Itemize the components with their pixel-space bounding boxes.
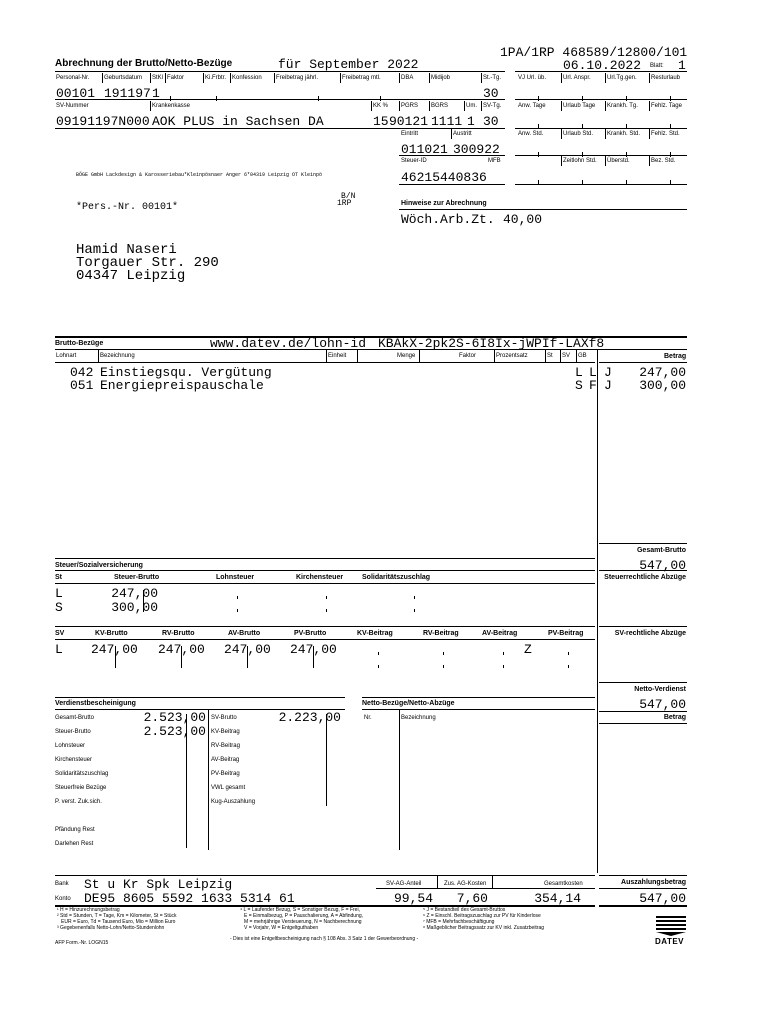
label-vwl: VWL gesamt bbox=[211, 785, 246, 791]
steuerrechtliche-abzuege: Steuerrechtliche Abzüge bbox=[604, 574, 686, 581]
col-kv-brutto: KV-Brutto bbox=[95, 630, 128, 637]
label-personal-nr: Personal-Nr. bbox=[56, 75, 90, 81]
steuer-right-rule bbox=[599, 570, 687, 571]
row-rule bbox=[55, 99, 505, 100]
decimal-mark bbox=[568, 665, 569, 668]
auszahlung-subrule bbox=[599, 888, 687, 889]
footnote-4b: E = Einmalbezug, P = Pauschalierung, A = Abfindung, bbox=[244, 913, 364, 919]
grid-line bbox=[605, 73, 606, 83]
grid-line bbox=[481, 101, 482, 111]
col-steuer-brutto: Steuer-Brutto bbox=[114, 574, 160, 581]
label-urlaub-std: Urlaub Std. bbox=[563, 131, 594, 137]
pers-nr-line: *Pers.-Nr. 00101* bbox=[76, 202, 179, 213]
header-ref: 1PA/1RP 468589/12800/101 bbox=[500, 45, 688, 60]
footnote-8: ⁸ Maßgeblicher Beitragssatz zur KV inkl. Zusatzbeitrag bbox=[423, 925, 545, 931]
bank-top-rule bbox=[55, 875, 595, 876]
col-st: St bbox=[55, 574, 62, 581]
label-soli: Solidaritätszuschlag bbox=[55, 771, 109, 777]
netto-verdienst: 547,00 bbox=[639, 697, 686, 712]
label-fehlz-std: Fehlz. Std. bbox=[651, 131, 680, 137]
label-zus-ag: Zus. AG-Kosten bbox=[444, 881, 487, 887]
decimal-mark bbox=[443, 665, 444, 668]
decimal-mark bbox=[443, 652, 444, 655]
vb-steuer-brutto: 2.523,00 bbox=[143, 724, 206, 739]
sheet-number: 1 bbox=[678, 58, 686, 73]
grid-line bbox=[437, 876, 438, 888]
row-rule bbox=[515, 184, 687, 185]
col-kirchensteuer: Kirchensteuer bbox=[296, 574, 344, 581]
col-bezeichnung: Bezeichnung bbox=[100, 353, 135, 359]
row-rule bbox=[515, 155, 687, 156]
row-rule bbox=[515, 99, 687, 100]
label-mfb: MFB bbox=[488, 158, 501, 164]
geburtsdatum: 191197 bbox=[104, 86, 151, 101]
label-stkl: StKl bbox=[152, 75, 164, 81]
footnote-1: ¹ H = Hinzurechnungsbetrag bbox=[57, 907, 120, 913]
gesamt-brutto: 547,00 bbox=[639, 558, 686, 573]
lohnart-betrag: 247,00 bbox=[639, 365, 686, 380]
label-darlehen: Darlehen Rest bbox=[55, 841, 94, 847]
netto-betrag-rule-bottom bbox=[599, 723, 687, 724]
label-austritt: Austritt bbox=[453, 131, 472, 137]
netto-betrag-label: Betrag bbox=[663, 714, 686, 721]
hinweise-text: Wöch.Arb.Zt. bbox=[401, 212, 495, 227]
grid-line bbox=[649, 129, 650, 139]
tick bbox=[380, 96, 381, 101]
grid-line bbox=[326, 350, 327, 362]
label-freibetrag-jaehrl: Freibetrag jährl. bbox=[276, 75, 319, 81]
eintritt: 011021 bbox=[401, 142, 448, 157]
label-pfaendung: Pfändung Rest bbox=[55, 827, 95, 833]
label-konto: Konto bbox=[55, 896, 71, 902]
grid-line bbox=[605, 101, 606, 111]
zus-ag-kosten: 7,60 bbox=[456, 891, 488, 906]
col-bezeichnung: Bezeichnung bbox=[401, 715, 436, 721]
lohnart: 051 bbox=[70, 378, 94, 393]
label-bez-std: Bez. Std. bbox=[651, 158, 676, 164]
col-faktor: Faktor bbox=[459, 353, 477, 359]
label-gesamt-brutto: Gesamt-Brutto bbox=[55, 715, 95, 721]
grid-line bbox=[545, 350, 546, 362]
grid-line bbox=[649, 101, 650, 111]
label-krankh-std: Krankh. Std. bbox=[607, 131, 641, 137]
datev-logo-text: DATEV bbox=[655, 937, 685, 946]
personal-nr: 00101 bbox=[56, 86, 96, 101]
decimal-mark bbox=[378, 652, 379, 655]
grid-line bbox=[494, 350, 495, 362]
grid-line bbox=[340, 73, 341, 83]
footnote-2: ² Std = Stunden, T = Tage, Km = Kilometer, St = Stück bbox=[57, 913, 177, 919]
label-bgrs: BGRS bbox=[431, 103, 449, 109]
steuer-row-brutto: 300,00 bbox=[111, 600, 158, 615]
col-pv-brutto: PV-Brutto bbox=[294, 630, 327, 637]
label-krankenkasse: Krankenkasse bbox=[152, 103, 191, 109]
col-betrag: Betrag bbox=[664, 353, 687, 360]
label-faktor: Faktor bbox=[167, 75, 185, 81]
nettoabzuege-header-rule bbox=[362, 709, 595, 710]
sv-top-rule bbox=[55, 626, 595, 627]
bgrs: 1111 bbox=[431, 114, 463, 129]
netto-verdienst-rule bbox=[599, 682, 687, 683]
decimal-mark bbox=[181, 646, 182, 668]
auszahlung-label: Auszahlungsbetrag bbox=[621, 879, 686, 886]
brutto-title: Brutto-Bezüge bbox=[55, 340, 104, 347]
label-pv-beitrag: PV-Beitrag bbox=[211, 771, 240, 777]
tick bbox=[170, 96, 171, 101]
lohn-id-code: KBAkX-2pk2S-6I8Ix-jWPIf-LAXf8 bbox=[378, 336, 605, 351]
label-dba: DBA bbox=[401, 75, 414, 81]
label-pverst: P. verst. Zuk.sich. bbox=[55, 799, 102, 805]
sheet-label: Blatt: bbox=[650, 63, 664, 69]
brutto-subheader-rule bbox=[55, 362, 595, 363]
grid-line bbox=[605, 156, 606, 166]
label-kirchensteuer: Kirchensteuer bbox=[55, 757, 93, 763]
label-sv-tg: SV-Tg. bbox=[483, 103, 502, 109]
steuer-id: 46215440836 bbox=[401, 170, 487, 185]
grid-line bbox=[419, 350, 420, 362]
label-anw-tage: Anw. Tage bbox=[518, 103, 546, 109]
sv-row-rv: 247,00 bbox=[158, 642, 205, 657]
label-url-anspr: Url. Anspr. bbox=[563, 75, 591, 81]
label-kug: Kug-Auszahlung bbox=[211, 799, 256, 805]
form-number: AFP Form.-Nr. LOGN15 bbox=[55, 940, 109, 946]
footnote-4c: M = mehrjährige Versteuerung, N = Nachberechnung bbox=[244, 919, 362, 925]
lohnart-gb: J bbox=[604, 378, 612, 393]
decimal-mark bbox=[414, 609, 415, 612]
col-sv: SV bbox=[55, 630, 65, 637]
steuer-row-st: S bbox=[55, 600, 63, 615]
bank-subheader-rule bbox=[376, 888, 595, 889]
sv-row-av: 247,00 bbox=[224, 642, 271, 657]
grid-line bbox=[451, 129, 452, 139]
col-sv: SV bbox=[562, 353, 571, 359]
sv-rechtliche-abzuege: SV-rechtliche Abzüge bbox=[614, 630, 686, 637]
brutto-header-rule bbox=[55, 349, 687, 350]
label-url-tg-gen: Url.Tg.gen. bbox=[607, 75, 637, 81]
row-rule bbox=[399, 184, 505, 185]
sender-line: BÖGE GmbH Lackdesign & Karosseriebau*Kleinpösnaer Anger 6*04319 Leipzig OT Kleinpö bbox=[76, 172, 323, 178]
grid-line bbox=[576, 350, 577, 362]
label-fehlz-tage: Fehlz. Tage bbox=[651, 103, 682, 109]
page-title: Abrechnung der Brutto/Netto-Bezüge bbox=[55, 58, 233, 69]
grid-line bbox=[98, 350, 99, 362]
label-urlaub-tage: Urlaub Tage bbox=[563, 103, 596, 109]
iban: DE95 8605 5592 1633 5314 61 bbox=[84, 891, 295, 906]
grid-line bbox=[165, 73, 166, 83]
label-midijob: Midijob bbox=[431, 75, 451, 81]
label-pgrs: PGRS bbox=[401, 103, 419, 109]
datev-logo-icon bbox=[656, 916, 686, 936]
label-konfession: Konfession bbox=[232, 75, 262, 81]
recipient-city: 04347 Leipzig bbox=[76, 268, 186, 284]
footnote-4d: V = Vorjahr, W = Entgeltguthaben bbox=[244, 925, 319, 931]
col-lohnsteuer: Lohnsteuer bbox=[216, 574, 255, 581]
decimal-mark bbox=[313, 646, 314, 668]
sv-ag-anteil: 99,54 bbox=[393, 891, 433, 906]
netto-betrag-rule bbox=[599, 711, 687, 712]
label-steuerfrei: Steuerfreie Bezüge bbox=[55, 785, 107, 791]
netto-verdienst-label: Netto-Verdienst bbox=[634, 686, 686, 693]
label-steuer-brutto: Steuer-Brutto bbox=[55, 729, 91, 735]
label-ki-frbtr: Ki.Frbtr. bbox=[205, 75, 227, 81]
grid-line bbox=[649, 73, 650, 83]
col-st: St bbox=[547, 353, 553, 359]
hinweise-title: Hinweise zur Abrechnung bbox=[401, 200, 487, 207]
decimal-mark bbox=[503, 665, 504, 668]
st-tg: 30 bbox=[483, 86, 499, 101]
betrag-column-line-lower bbox=[597, 683, 598, 873]
decimal-mark bbox=[115, 646, 116, 668]
auszahlung-rule bbox=[599, 875, 687, 876]
bank-name: St u Kr Spk Leipzig bbox=[84, 877, 233, 892]
bn-label: B/N bbox=[341, 192, 356, 201]
auszahlungsbetrag: 547,00 bbox=[639, 891, 686, 906]
col-rv-beitrag: RV-Beitrag bbox=[423, 630, 459, 637]
col-lohnart: Lohnart bbox=[56, 353, 77, 359]
grid-line bbox=[399, 73, 400, 83]
austritt: 300922 bbox=[453, 142, 500, 157]
lohnart-betrag: 300,00 bbox=[639, 378, 686, 393]
col-kv-beitrag: KV-Beitrag bbox=[357, 630, 393, 637]
grid-line bbox=[150, 73, 151, 83]
verdienst-divider bbox=[208, 710, 209, 850]
col-pv-beitrag: PV-Beitrag bbox=[548, 630, 584, 637]
lohnart-st: S bbox=[575, 378, 583, 393]
footnote-2b: EUR = Euro, Td = Tausend Euro, Mio = Million Euro bbox=[61, 919, 176, 925]
col-menge: Menge bbox=[397, 353, 416, 359]
label-eintritt: Eintritt bbox=[401, 131, 419, 137]
sv-right-rule bbox=[599, 626, 687, 627]
sv-row-kv: 247,00 bbox=[91, 642, 138, 657]
steuer-header-rule bbox=[55, 570, 595, 571]
label-av-beitrag: AV-Beitrag bbox=[211, 757, 240, 763]
grid-line bbox=[464, 101, 465, 111]
col-rv-brutto: RV-Brutto bbox=[162, 630, 195, 637]
label-lohnsteuer: Lohnsteuer bbox=[55, 743, 86, 749]
lohnart-text: Energiepreispauschale bbox=[100, 378, 264, 393]
grid-line bbox=[203, 73, 204, 83]
lohnart-gb: J bbox=[604, 365, 612, 380]
nettoabzuege-top-rule bbox=[362, 697, 595, 698]
col-prozentsatz: Prozentsatz bbox=[496, 353, 528, 359]
grid-line bbox=[150, 101, 151, 111]
label-rv-beitrag: RV-Beitrag bbox=[211, 743, 240, 749]
pgrs: 90121 bbox=[389, 114, 429, 129]
sv-nummer: 09191197N000 bbox=[56, 114, 150, 129]
lohnart-sv: F bbox=[589, 378, 597, 393]
grid-line bbox=[399, 101, 400, 111]
sv-row-z: Z bbox=[524, 642, 532, 657]
footnote-6: ⁶ Z = Einschl. Beitragszuschlag zur PV für Kinderlose bbox=[423, 913, 541, 919]
grid-line bbox=[371, 101, 372, 111]
recipient-street: Torgauer Str. 290 bbox=[76, 255, 219, 271]
stkl: 1 bbox=[152, 86, 160, 101]
label-gesamtkosten: Gesamtkosten bbox=[544, 881, 583, 887]
col-soli: Solidaritätszuschlag bbox=[362, 574, 431, 581]
grid-line bbox=[274, 73, 275, 83]
footnote-4: ⁴ L = Laufender Bezug, S = Sonstiger Bezug, F = Frei, bbox=[240, 907, 360, 913]
decimal-mark bbox=[247, 646, 248, 668]
recipient-name: Hamid Naseri bbox=[76, 242, 177, 258]
row-rule bbox=[399, 155, 505, 156]
col-av-brutto: AV-Brutto bbox=[228, 630, 261, 637]
gesamtkosten: 354,14 bbox=[534, 891, 581, 906]
footnote-5: ⁵ J = Bestandteil des Gesamt-Bruttos bbox=[423, 907, 506, 913]
sv-row-pv: 247,00 bbox=[290, 642, 337, 657]
label-st-tg: St.-Tg. bbox=[483, 75, 502, 81]
grid-line bbox=[357, 350, 358, 362]
grid-line bbox=[230, 73, 231, 83]
decimal-mark bbox=[237, 609, 238, 612]
label-ueberstd: Überstd. bbox=[607, 158, 630, 164]
grid-line bbox=[561, 156, 562, 166]
decimal-mark bbox=[143, 590, 144, 612]
label-kk-pct: KK % bbox=[373, 103, 389, 109]
betrag-column-line bbox=[597, 350, 598, 683]
gesamt-brutto-rule bbox=[599, 543, 687, 544]
steuer-subheader-rule bbox=[55, 583, 595, 584]
label-um: Um. bbox=[466, 103, 477, 109]
label-freibetrag-mtl: Freibetrag mtl. bbox=[342, 75, 381, 81]
auszahlung-bottom-rule bbox=[599, 905, 687, 907]
label-bank: Bank bbox=[55, 881, 69, 887]
hinweise-value: 40,00 bbox=[503, 212, 543, 227]
verdienst-title: Verdienstbescheinigung bbox=[55, 700, 136, 707]
nettoabzuege-title: Netto-Bezüge/Netto-Abzüge bbox=[362, 700, 455, 707]
header-rule bbox=[55, 71, 505, 72]
grid-line bbox=[102, 73, 103, 83]
grid-line bbox=[560, 350, 561, 362]
lohn-id-url: www.datev.de/lohn-id bbox=[210, 336, 367, 351]
grid-line bbox=[429, 101, 430, 111]
tick bbox=[216, 96, 217, 101]
decimal-mark bbox=[414, 596, 415, 599]
lohnart-st: L bbox=[575, 365, 583, 380]
legal-notice: - Dies ist eine Entgeltbescheinigung nach § 108 Abs. 3 Satz 1 der Gewerbeordnung - bbox=[230, 936, 419, 942]
steuer-row-brutto: 247,00 bbox=[111, 586, 158, 601]
decimal-mark bbox=[503, 652, 504, 655]
decimal-mark bbox=[237, 596, 238, 599]
lohnart: 042 bbox=[70, 365, 94, 380]
decimal-mark bbox=[186, 714, 187, 848]
verdienst-top-rule bbox=[55, 697, 345, 698]
vb-gesamt-brutto: 2.523,00 bbox=[143, 710, 206, 725]
decimal-mark bbox=[326, 596, 327, 599]
bn-value: 1RP bbox=[337, 199, 352, 208]
label-sv-ag: SV-AG-Anteil bbox=[386, 881, 422, 887]
col-gb: GB bbox=[578, 353, 587, 359]
grid-line bbox=[481, 73, 482, 83]
nettoabzuege-divider bbox=[399, 710, 400, 850]
lohnart-sv: L bbox=[589, 365, 597, 380]
steuer-top-rule bbox=[55, 558, 595, 559]
label-zeitlohn-std: Zeitlohn Std. bbox=[563, 158, 597, 164]
sv-header-rule bbox=[55, 639, 595, 640]
label-kv-beitrag: KV-Beitrag bbox=[211, 729, 240, 735]
tick bbox=[318, 96, 319, 101]
label-sv-brutto: SV-Brutto bbox=[211, 715, 237, 721]
label-steuer-id: Steuer-ID bbox=[401, 158, 427, 164]
label-anw-std: Anw. Std. bbox=[518, 131, 544, 137]
grid-line bbox=[561, 73, 562, 83]
gesamt-brutto-label: Gesamt-Brutto bbox=[636, 547, 686, 554]
grid-line bbox=[649, 156, 650, 166]
footnote-7: ⁷ MFB = Mehrfachbeschäftigung bbox=[423, 919, 495, 925]
decimal-mark bbox=[378, 665, 379, 668]
um: 1 bbox=[467, 114, 475, 129]
row-rule bbox=[55, 128, 505, 129]
kk-pct: 15 bbox=[373, 114, 389, 129]
col-nr: Nr. bbox=[364, 715, 372, 721]
steuer-row-st: L bbox=[55, 586, 63, 601]
label-resturlaub: Resturlaub bbox=[651, 75, 681, 81]
lohnart-text: Einstiegsqu. Vergütung bbox=[100, 365, 272, 380]
label-krankh-tg: Krankh. Tg. bbox=[607, 103, 638, 109]
col-av-beitrag: AV-Beitrag bbox=[482, 630, 518, 637]
decimal-mark bbox=[568, 652, 569, 655]
grid-line bbox=[605, 129, 606, 139]
krankenkasse: AOK PLUS in Sachsen DA bbox=[152, 114, 324, 129]
label-geburtsdatum: Geburtsdatum bbox=[104, 75, 143, 81]
steuer-title: Steuer/Sozialversicherung bbox=[55, 562, 143, 569]
col-einheit: Einheit bbox=[328, 353, 347, 359]
grid-line bbox=[429, 73, 430, 83]
grid-line bbox=[561, 129, 562, 139]
header-period: für September 2022 bbox=[278, 57, 419, 72]
label-sv-nummer: SV-Nummer bbox=[56, 103, 89, 109]
label-vj-url: VJ Url. üb. bbox=[518, 75, 547, 81]
row-rule bbox=[515, 128, 687, 129]
footnote-3: ³ Gegebenenfalls Netto-Lohn/Netto-Stundenlohn bbox=[57, 925, 165, 931]
sv-row-sv: L bbox=[55, 642, 63, 657]
grid-line bbox=[561, 101, 562, 111]
header-date: 06.10.2022 bbox=[563, 58, 642, 73]
sv-tg: 30 bbox=[483, 114, 499, 129]
brutto-subheader-rule-right bbox=[599, 362, 687, 363]
header-rule-right bbox=[515, 71, 687, 72]
vb-sv-brutto: 2.223,00 bbox=[278, 710, 341, 725]
decimal-mark bbox=[326, 714, 327, 806]
decimal-mark bbox=[326, 609, 327, 612]
hinweise-rule bbox=[399, 209, 687, 210]
grid-line bbox=[492, 876, 493, 888]
